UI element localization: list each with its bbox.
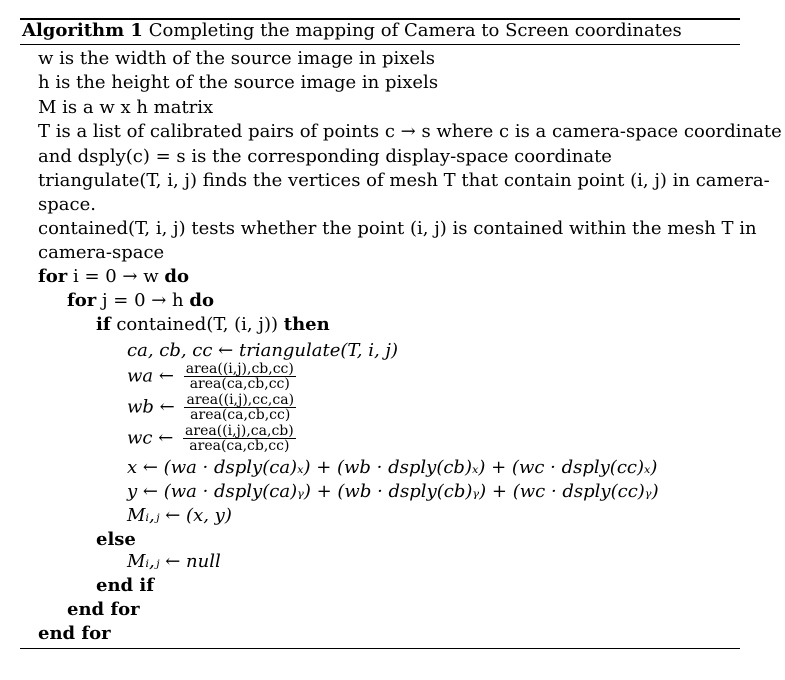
for-keyword: for bbox=[67, 290, 97, 311]
then-keyword: then bbox=[283, 314, 330, 335]
x-assign: x ← (wa · dsply(ca)ₓ) + (wb · dsply(cb)ₓ) + (wc · dsply(cc)ₓ) bbox=[127, 457, 658, 478]
m-assign-xy: Mᵢ,ⱼ ← (x, y) bbox=[127, 505, 232, 526]
if-expr: contained(T, (i, j)) bbox=[116, 314, 279, 335]
end-for-outer-keyword: end for bbox=[38, 623, 111, 644]
triangulate-assign: ca, cb, cc ← triangulate(T, i, j) bbox=[127, 340, 399, 361]
wa-numerator: area((i,j),cb,cc) bbox=[185, 361, 294, 377]
algorithm-title bbox=[22, 20, 682, 42]
line-width: w is the width of the source image in pixels bbox=[38, 48, 436, 69]
wc-numerator: area((i,j),ca,cb) bbox=[185, 423, 294, 439]
line-triangulate: triangulate(T, i, j) finds the vertices of mesh T that contain point (i, j) in camera- bbox=[38, 170, 770, 191]
for-i-expr: i = 0 → w bbox=[72, 266, 159, 287]
m-assign-null: Mᵢ,ⱼ ← null bbox=[127, 551, 221, 572]
title-rule bbox=[20, 44, 740, 45]
wb-numerator: area((i,j),cc,ca) bbox=[186, 392, 295, 408]
for-keyword: for bbox=[38, 266, 68, 287]
wc-fraction bbox=[183, 424, 296, 453]
line-pairs: T is a list of calibrated pairs of points c → s where c is a camera-space coordinate bbox=[38, 121, 782, 142]
do-keyword: do bbox=[189, 290, 214, 311]
wc-lhs: wc ← bbox=[127, 427, 174, 449]
wa-denominator: area(ca,cb,cc) bbox=[184, 376, 296, 391]
for-j-expr: j = 0 → h bbox=[101, 290, 184, 311]
y-assign: y ← (wa · dsply(ca)ᵧ) + (wb · dsply(cb)ᵧ) + (wc · dsply(cc)ᵧ) bbox=[127, 481, 659, 502]
line-height: h is the height of the source image in pixels bbox=[38, 72, 439, 93]
line-camera-space: camera-space bbox=[38, 242, 165, 263]
wb-formula bbox=[127, 393, 296, 422]
else-keyword: else bbox=[96, 529, 136, 550]
wc-denominator: area(ca,cb,cc) bbox=[183, 438, 296, 453]
wa-lhs: wa ← bbox=[127, 365, 174, 387]
end-if-keyword: end if bbox=[96, 575, 154, 596]
line-dsply: and dsply(c) = s is the corresponding display-space coordinate bbox=[38, 146, 612, 167]
end-for-inner-keyword: end for bbox=[67, 599, 140, 620]
wb-fraction bbox=[184, 393, 296, 422]
wc-formula bbox=[127, 424, 296, 453]
for-j-line bbox=[67, 290, 214, 312]
wb-denominator: area(ca,cb,cc) bbox=[184, 407, 296, 422]
wa-formula bbox=[127, 362, 296, 391]
algorithm-caption: Completing the mapping of Camera to Screen coordinates bbox=[148, 20, 682, 41]
bottom-rule bbox=[20, 648, 740, 649]
do-keyword: do bbox=[164, 266, 189, 287]
algorithm-label: Algorithm 1 bbox=[22, 20, 143, 41]
if-keyword: if bbox=[96, 314, 111, 335]
if-line bbox=[96, 314, 330, 336]
for-i-line bbox=[38, 266, 189, 288]
wb-lhs: wb ← bbox=[127, 396, 175, 418]
line-matrix: M is a w x h matrix bbox=[38, 97, 214, 118]
line-contained: contained(T, i, j) tests whether the point (i, j) is contained within the mesh T in bbox=[38, 218, 757, 239]
wa-fraction bbox=[184, 362, 296, 391]
line-space: space. bbox=[38, 194, 96, 215]
